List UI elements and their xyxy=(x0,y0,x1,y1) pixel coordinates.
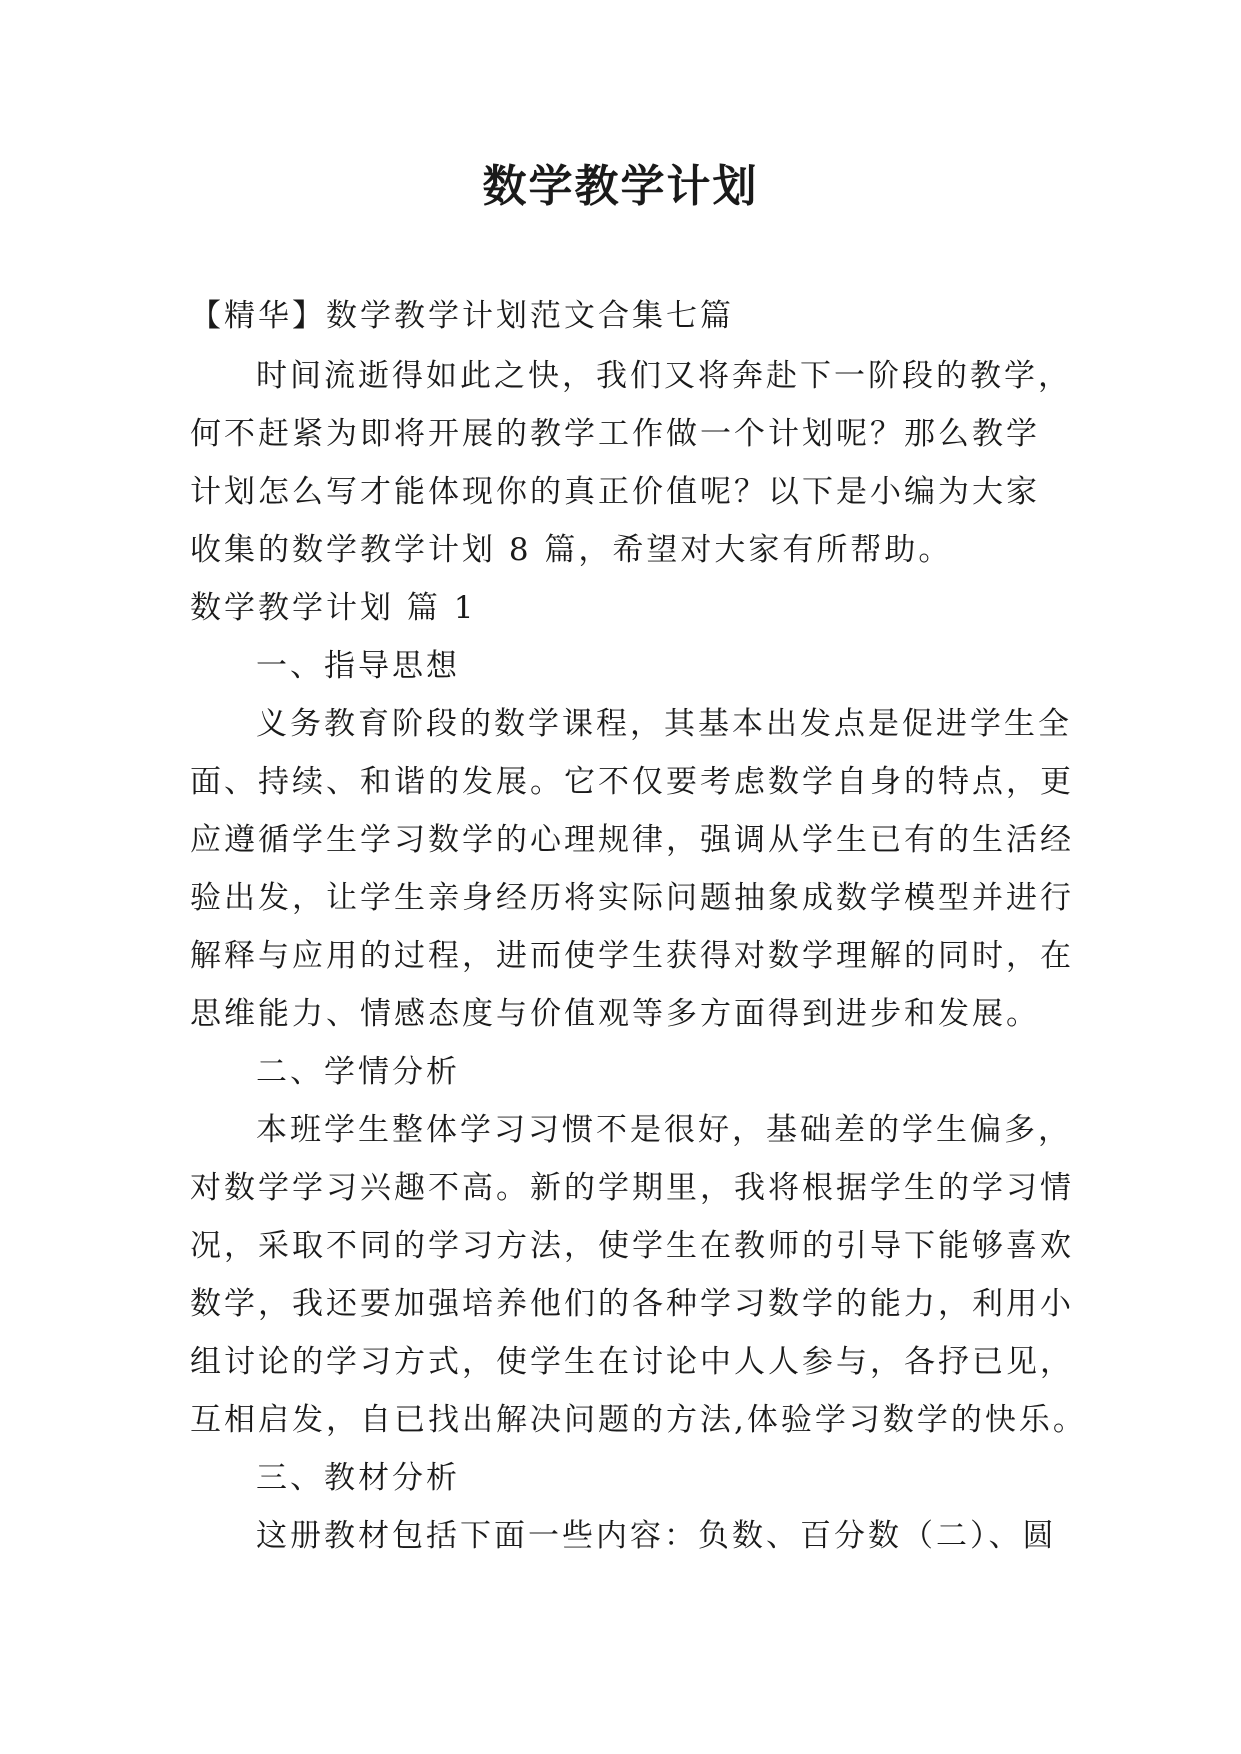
body-line: 应遵循学生学习数学的心理规律，强调从学生已有的生活经 xyxy=(190,822,1074,858)
intro-line: 计划怎么写才能体现你的真正价值呢？以下是小编为大家 xyxy=(190,474,1040,510)
document-title: 数学教学计划 xyxy=(482,161,759,212)
body-line: 互相启发，自已找出解决问题的方法,体验学习数学的快乐。 xyxy=(190,1402,1087,1438)
intro-line: 时间流逝得如此之快，我们又将奔赴下一阶段的教学， xyxy=(256,358,1072,394)
body-line: 思维能力、情感态度与价值观等多方面得到进步和发展。 xyxy=(190,996,1040,1032)
body-line: 组讨论的学习方式，使学生在讨论中人人参与，各抒已见， xyxy=(190,1344,1074,1380)
body-line: 验出发，让学生亲身经历将实际问题抽象成数学模型并进行 xyxy=(190,880,1074,916)
body-line: 义务教育阶段的数学课程，其基本出发点是促进学生全 xyxy=(256,706,1072,742)
intro-line: 何不赶紧为即将开展的教学工作做一个计划呢？那么教学 xyxy=(190,416,1040,452)
body-line: 况，采取不同的学习方法，使学生在教师的引导下能够喜欢 xyxy=(190,1228,1074,1264)
body-line: 这册教材包括下面一些内容：负数、百分数（二）、圆 xyxy=(256,1518,1057,1554)
body-line: 解释与应用的过程，进而使学生获得对数学理解的同时，在 xyxy=(190,938,1074,974)
body-line: 对数学学习兴趣不高。新的学期里，我将根据学生的学习情 xyxy=(190,1170,1074,1206)
document-subtitle: 【精华】数学教学计划范文合集七篇 xyxy=(190,298,734,334)
body-line: 本班学生整体学习习惯不是很好，基础差的学生偏多， xyxy=(256,1112,1072,1148)
section-heading: 一、指导思想 xyxy=(256,648,460,684)
intro-line: 收集的数学教学计划 8 篇，希望对大家有所帮助。 xyxy=(190,532,953,568)
section-heading: 三、教材分析 xyxy=(256,1460,460,1496)
body-line: 面、持续、和谐的发展。它不仅要考虑数学自身的特点，更 xyxy=(190,764,1074,800)
section-heading: 二、学情分析 xyxy=(256,1054,460,1090)
chapter-heading: 数学教学计划 篇 1 xyxy=(190,590,477,626)
body-line: 数学，我还要加强培养他们的各种学习数学的能力，利用小 xyxy=(190,1286,1074,1322)
